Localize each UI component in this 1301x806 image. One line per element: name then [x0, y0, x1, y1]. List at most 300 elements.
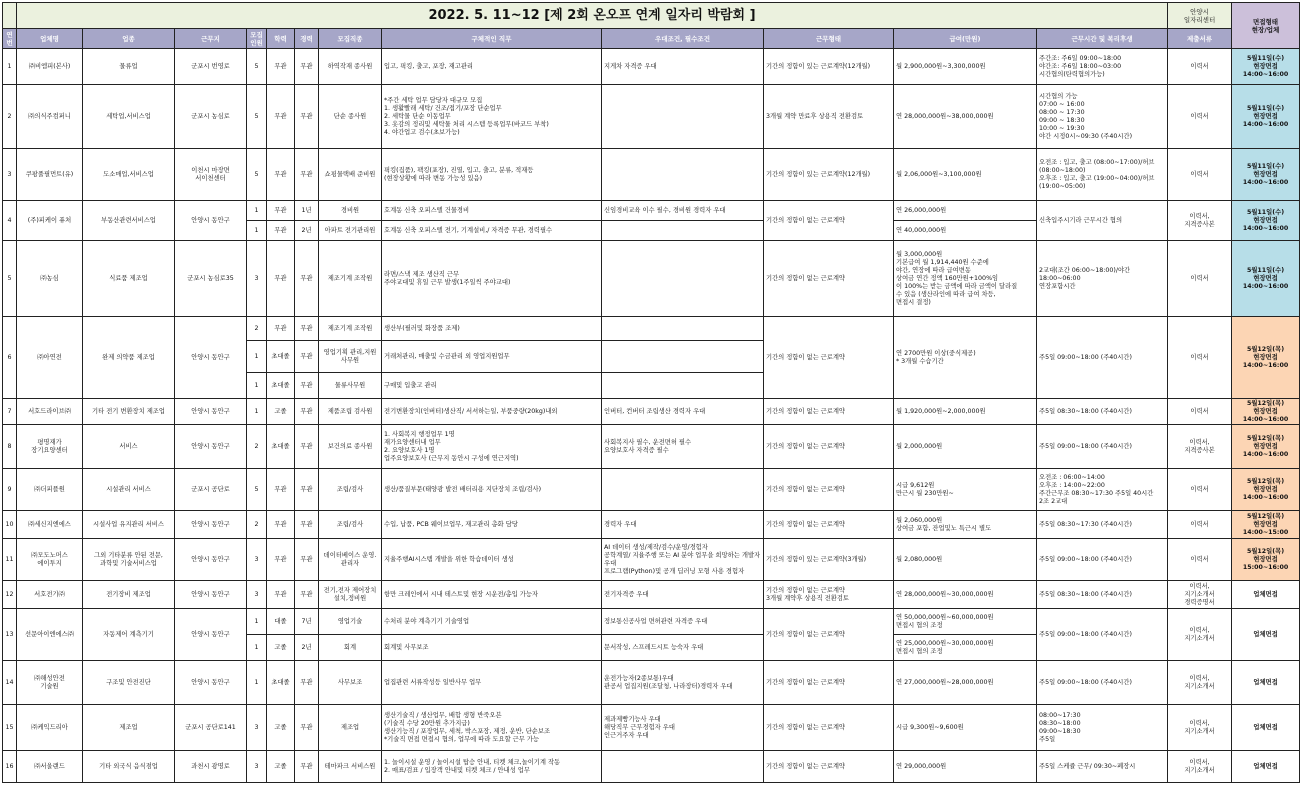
hire-count: 5 — [247, 85, 267, 149]
required-documents: 이력서 — [1168, 85, 1232, 149]
company-name: ㈜농심 — [17, 241, 83, 317]
education: 초대졸 — [267, 373, 295, 399]
row-number: 13 — [3, 609, 17, 661]
interview-schedule: 5월11일(수) 현장면접 14:00~16:00 — [1232, 201, 1300, 241]
interview-type-header: 면접형태 현장/업체 — [1232, 3, 1300, 49]
required-documents: 이력서, 지기소개서 — [1168, 609, 1232, 661]
preferences — [602, 469, 764, 511]
pay: 연 26,000,000원 — [894, 201, 1037, 221]
table-row — [3, 511, 1300, 539]
education: 무관 — [267, 511, 295, 539]
education: 초대졸 — [267, 661, 295, 705]
work-location: 안양시 동안구 — [175, 317, 247, 399]
employment-type: 기간의 정함이 없는 근로계약 — [764, 661, 894, 705]
education: 무관 — [267, 221, 295, 241]
required-documents: 이력서 — [1168, 469, 1232, 511]
hire-count: 3 — [247, 705, 267, 751]
work-hours: 주5일 09:00~18:00 (주40시간) — [1037, 317, 1168, 399]
row-number: 11 — [3, 539, 17, 581]
job-role: 조립/검사 — [319, 469, 382, 511]
company-name: 선문아이엔에스㈜ — [17, 609, 83, 661]
table-row — [3, 201, 1300, 221]
career: 무관 — [295, 705, 319, 751]
industry: 시설사업 유지관리 서비스 — [83, 511, 175, 539]
required-documents: 이력서 — [1168, 149, 1232, 201]
education: 대졸 — [267, 609, 295, 635]
job-duties: 업집관련 서류작성등 일반사무 업무 — [382, 661, 602, 705]
row-number: 9 — [3, 469, 17, 511]
corner-cell — [3, 3, 17, 29]
row-number: 12 — [3, 581, 17, 609]
industry: 기타 전기 변환장치 제조업 — [83, 399, 175, 425]
hire-count: 2 — [247, 317, 267, 341]
preferences: 경력자 우대 — [602, 511, 764, 539]
job-duties: 호계동 신축 오피스텔 건물경비 — [382, 201, 602, 221]
job-role: 영업기획 관리,지원 사무원 — [319, 341, 382, 373]
work-hours: 주5일 08:30~18:00 (주40시간) — [1037, 399, 1168, 425]
company-name: ㈜더피플원 — [17, 469, 83, 511]
work-hours: 주5일 08:30~17:30 (주40시간) — [1037, 511, 1168, 539]
job-role: 회계 — [319, 635, 382, 661]
hire-count: 5 — [247, 149, 267, 201]
preferences — [602, 341, 764, 373]
table-row — [3, 661, 1300, 705]
employment-type: 기간의 정함이 없는 근로계약 — [764, 317, 894, 399]
work-location: 과천시 광명로 — [175, 751, 247, 783]
education: 초대졸 — [267, 425, 295, 469]
work-hours: 신축입주시기라 근무시간 협의 — [1037, 201, 1168, 241]
interview-schedule: 5월12일(목) 현장면접 14:00~16:00 — [1232, 399, 1300, 425]
education: 무관 — [267, 241, 295, 317]
company-name: ㈜모도노머스 에이투지 — [17, 539, 83, 581]
row-number: 2 — [3, 85, 17, 149]
work-location: 안양시 동안구 — [175, 399, 247, 425]
table-row — [3, 149, 1300, 201]
preferences: AI 데이터 생성/제작/검수/운영/경험자 공학계열/ 지율주행 또는 AI 분야 업무을 희망하는 개발자 우대 프로그램(Python)및 공개 딥러닝 모형 사용 경험자 — [602, 539, 764, 581]
company-name: 쿠팡풀필먼트(유) — [17, 149, 83, 201]
education: 고졸 — [267, 635, 295, 661]
hire-count: 1 — [247, 399, 267, 425]
company-name: ㈜세신지엔에스 — [17, 511, 83, 539]
col-header-company: 업체명 — [17, 29, 83, 49]
career: 무관 — [295, 399, 319, 425]
table-body — [3, 49, 1300, 783]
row-number: 6 — [3, 317, 17, 399]
company-name: 서호드라이브㈜ — [17, 399, 83, 425]
work-hours: 주5일 09:00~18:00 (주40시간) — [1037, 425, 1168, 469]
job-duties: 전기변환장치(인버터)생산직/ 서셔하는일, 부품중량(20kg)내외 — [382, 399, 602, 425]
col-header-count: 모집 인원 — [247, 29, 267, 49]
required-documents: 이력서 — [1168, 539, 1232, 581]
required-documents: 이력서, 지격증사본 — [1168, 201, 1232, 241]
interview-schedule: 5월12일(목) 현장면접 14:00~15:00 — [1232, 511, 1300, 539]
job-duties: 생산부(필러및 화장품 조제) — [382, 317, 602, 341]
company-name: 서호전기㈜ — [17, 581, 83, 609]
hire-count: 1 — [247, 341, 267, 373]
row-number: 15 — [3, 705, 17, 751]
work-location: 안양시 동안구 — [175, 511, 247, 539]
work-hours: 시간협의 가능 07:00 ~ 16:00 08:00 ~ 17:30 09:00 ~ 18:30 10:00 ~ 19:30 야간 시정0시~09:30 (주40시간) — [1037, 85, 1168, 149]
required-documents: 이력서 — [1168, 317, 1232, 399]
industry: 그외 기타분류 안된 전문, 과학및 기술서비스업 — [83, 539, 175, 581]
company-name: ㈜비엠피(본사) — [17, 49, 83, 85]
industry: 식료품 제조업 — [83, 241, 175, 317]
job-duties: 1. 놀이시설 운영 / 놀이시설 탑승 안내, 티켓 체크,놀이기계 작동 2. 매표/검표 / 입장객 안내및 티켓 체크 / 안내성 업무 — [382, 751, 602, 783]
required-documents: 이력서, 지기소개서 경력증명서 — [1168, 581, 1232, 609]
col-header-duties: 구체적인 직무 — [382, 29, 602, 49]
job-role: 전기,전자 제어장치 설치,정비원 — [319, 581, 382, 609]
career: 무관 — [295, 469, 319, 511]
job-role: 물류사무원 — [319, 373, 382, 399]
preferences: 전기자격증 우대 — [602, 581, 764, 609]
employment-type: 기간의 정함이 없는 근로계약 — [764, 425, 894, 469]
preferences — [602, 241, 764, 317]
hire-count: 1 — [247, 373, 267, 399]
career: 무관 — [295, 661, 319, 705]
career: 무관 — [295, 317, 319, 341]
career: 무관 — [295, 149, 319, 201]
industry: 세탁업,서비스업 — [83, 85, 175, 149]
industry: 구조및 안전진단 — [83, 661, 175, 705]
job-duties: 회계및 사무보조 — [382, 635, 602, 661]
job-duties: 호계동 신축 오피스텔 전기, 기계설비,/ 자격증 무관, 경력필수 — [382, 221, 602, 241]
interview-schedule: 업체면접 — [1232, 609, 1300, 661]
job-duties: 입고, 픽킹, 출고, 포장, 재고관리 — [382, 49, 602, 85]
col-header-location: 근무지 — [175, 29, 247, 49]
job-role: 경비원 — [319, 201, 382, 221]
work-location: 안양시 동안구 — [175, 661, 247, 705]
employment-type: 기간의 정함이 없는 근로계약 — [764, 469, 894, 511]
pay: 월 2,06,000원~3,100,000원 — [894, 149, 1037, 201]
interview-schedule: 업체면접 — [1232, 581, 1300, 609]
row-number: 4 — [3, 201, 17, 241]
job-duties: 생산/품질부문(태양광 발전 배터리용 지단장치 조립/검사) — [382, 469, 602, 511]
education: 고졸 — [267, 399, 295, 425]
job-duties: 수처리 분야 계측기기 기술영업 — [382, 609, 602, 635]
preferences — [602, 317, 764, 341]
row-number: 14 — [3, 661, 17, 705]
table-row — [3, 581, 1300, 609]
col-header-no: 연번 — [3, 29, 17, 49]
row-number: 7 — [3, 399, 17, 425]
employment-type: 기간의 정함이 없는 근로계약 — [764, 201, 894, 241]
work-hours: 08:00~17:30 08:30~18:00 09:00~18:30 주5일 — [1037, 705, 1168, 751]
job-role: 아파트 전기관리원 — [319, 221, 382, 241]
employment-type: 3개월 계약 만료후 상용직 전환검토 — [764, 85, 894, 149]
table-row — [3, 539, 1300, 581]
pay: 월 2,000,000원 — [894, 425, 1037, 469]
preferences: 운전가능자(2종보통)우대 관공서 업집지원(조달청, 나라장터)경력자 우대 — [602, 661, 764, 705]
company-name: ㈜해성안전 기술원 — [17, 661, 83, 705]
job-duties: 거래처관리, 매출및 수금관리 외 영업지원업무 — [382, 341, 602, 373]
col-header-employment-type: 근무형태 — [764, 29, 894, 49]
job-role: 단순 종사원 — [319, 85, 382, 149]
education: 무관 — [267, 317, 295, 341]
interview-schedule: 5월11일(수) 현장면접 14:00~16:00 — [1232, 149, 1300, 201]
job-role: 제품조립 검사원 — [319, 399, 382, 425]
hire-count: 2 — [247, 425, 267, 469]
header-row — [3, 29, 1300, 49]
preferences: 정보통신공사업 면허관련 자격증 우대 — [602, 609, 764, 635]
hire-count: 1 — [247, 221, 267, 241]
table-row — [3, 469, 1300, 511]
work-location: 이천시 마장면 서이천센터 — [175, 149, 247, 201]
hire-count: 3 — [247, 581, 267, 609]
career: 무관 — [295, 539, 319, 581]
career: 무관 — [295, 511, 319, 539]
table-row — [3, 49, 1300, 85]
table-row — [3, 751, 1300, 783]
row-number: 1 — [3, 49, 17, 85]
career: 2년 — [295, 221, 319, 241]
work-location: 안양시 동안구 — [175, 581, 247, 609]
interview-schedule: 5월12일(목) 현장면접 14:00~16:00 — [1232, 425, 1300, 469]
required-documents: 이력서, 지기소개서 — [1168, 705, 1232, 751]
job-role: 테마파크 서비스원 — [319, 751, 382, 783]
work-location: 안양시 동안구 — [175, 609, 247, 661]
hire-count: 3 — [247, 751, 267, 783]
job-duties: *주간 세탁 업무 담당자 대규모 모집 1. 생활빨래 세탁/ 건조/접기/포장 단순업무 2. 세탁물 단순 이동업무 3. 옷감의 정리및 세탁물 처리 시스템 등록업무(바코드 부착) 4. 야간업고 검수(초보가능) — [382, 85, 602, 149]
work-location: 군포시 농심로35 — [175, 241, 247, 317]
row-number: 5 — [3, 241, 17, 317]
pay: 연 29,000,000원 — [894, 751, 1037, 783]
row-number: 8 — [3, 425, 17, 469]
row-number: 3 — [3, 149, 17, 201]
col-header-preferences: 우대조건, 필수조건 — [602, 29, 764, 49]
education: 무관 — [267, 469, 295, 511]
table-row — [3, 317, 1300, 341]
career: 무관 — [295, 85, 319, 149]
industry: 도소매업,서비스업 — [83, 149, 175, 201]
pay: 연 40,000,000원 — [894, 221, 1037, 241]
hire-count: 1 — [247, 609, 267, 635]
preferences — [602, 221, 764, 241]
job-duties: 수입, 납품, PCB 웨이브업무, 재고관리 총화 담당 — [382, 511, 602, 539]
industry: 서비스 — [83, 425, 175, 469]
required-documents: 이력서, 지기소개서 — [1168, 661, 1232, 705]
interview-schedule: 업체면접 — [1232, 661, 1300, 705]
table-row — [3, 609, 1300, 635]
career: 무관 — [295, 241, 319, 317]
job-role: 하역작재 종사원 — [319, 49, 382, 85]
employment-type: 기간의 정함이 있는 근로계약(12개월) — [764, 149, 894, 201]
industry: 시설관리 서비스 — [83, 469, 175, 511]
interview-schedule: 5월11일(수) 현장면접 14:00~16:00 — [1232, 85, 1300, 149]
work-location: 군포시 공단로141 — [175, 705, 247, 751]
education: 초대졸 — [267, 341, 295, 373]
pay: 월 2,060,000원 상여금 포함, 잔업및노 특근시 별도 — [894, 511, 1037, 539]
pay: 연 28,000,000원~38,000,000원 — [894, 85, 1037, 149]
job-role: 보건의료 종사원 — [319, 425, 382, 469]
industry: 전기장비 제조업 — [83, 581, 175, 609]
job-fair-sheet — [2, 2, 1300, 783]
pay: 연 28,000,000원~30,000,000원 — [894, 581, 1037, 609]
required-documents: 이력서 — [1168, 399, 1232, 425]
education: 무관 — [267, 149, 295, 201]
table-row — [3, 241, 1300, 317]
education: 고졸 — [267, 705, 295, 751]
pay: 시급 9,612원 만근시 월 230만원~ — [894, 469, 1037, 511]
company-name: 평명재가 장기요양센터 — [17, 425, 83, 469]
job-role: 데이터베이스 운영. 관리자 — [319, 539, 382, 581]
work-hours: 주5일 08:30~18:00 (주40시간) — [1037, 581, 1168, 609]
preferences: 문서작성, 스프레드시트 능숙자 우대 — [602, 635, 764, 661]
education: 무관 — [267, 581, 295, 609]
col-header-education: 학력 — [267, 29, 295, 49]
pay: 월 2,900,000원~3,300,000원 — [894, 49, 1037, 85]
work-hours: 오전조 : 06:00~14:00 오후조 : 14:00~22:00 주간근무조 08:30~17:30 주5일 40시간 2조 2교대 — [1037, 469, 1168, 511]
required-documents: 이력서, 지기소개서 — [1168, 751, 1232, 783]
work-hours: 주간조: 주6일 09:00~18:00 야간조: 주6일 18:00~03:00 시간협의(탄력협의가능) — [1037, 49, 1168, 85]
employment-type: 기간의 정함이 있는 근로계약(3개월) — [764, 539, 894, 581]
employment-type: 기간의 정함이 없는 근로계약 — [764, 399, 894, 425]
interview-schedule: 업체면접 — [1232, 705, 1300, 751]
col-header-hours: 근무시간 및 복리후생 — [1037, 29, 1168, 49]
col-header-role: 모집직종 — [319, 29, 382, 49]
preferences: 지게차 자격증 우대 — [602, 49, 764, 85]
work-hours: 주5일 스케쥴 근무/ 09:30~폐장시 — [1037, 751, 1168, 783]
interview-schedule: 업체면접 — [1232, 751, 1300, 783]
hire-count: 2 — [247, 511, 267, 539]
work-location: 군포시 공단로 — [175, 469, 247, 511]
career: 2년 — [295, 635, 319, 661]
table-row — [3, 85, 1300, 149]
career: 7년 — [295, 609, 319, 635]
work-location: 안양시 동안구 — [175, 425, 247, 469]
career: 무관 — [295, 581, 319, 609]
pay: 월 1,920,000원~2,000,000원 — [894, 399, 1037, 425]
industry: 부동산관련서비스업 — [83, 201, 175, 241]
employment-type: 기간의 정함이 없는 근로계약 — [764, 511, 894, 539]
industry: 기타 외국식 음식점업 — [83, 751, 175, 783]
interview-schedule: 5월12일(목) 현장면접 15:00~16:00 — [1232, 539, 1300, 581]
pay: 연 25,000,000원~30,000,000원 면접시 협의 조정 — [894, 635, 1037, 661]
job-role: 영업기술 — [319, 609, 382, 635]
preferences — [602, 751, 764, 783]
table-row — [3, 425, 1300, 469]
required-documents: 이력서 — [1168, 49, 1232, 85]
work-location: 안양시 동안구 — [175, 539, 247, 581]
work-hours: 주5일 09:00~18:00 (주40시간) — [1037, 609, 1168, 661]
employment-type: 기간의 정함이 없는 근로계약 — [764, 751, 894, 783]
col-header-industry: 업종 — [83, 29, 175, 49]
sheet-title: 2022. 5. 11~12 [제 2회 온오프 연계 일자리 박람회 ] — [17, 3, 1168, 29]
career: 무관 — [295, 425, 319, 469]
employment-type: 기간의 정함이 없는 근로계약 — [764, 241, 894, 317]
job-duties: 구매및 입출고 관리 — [382, 373, 602, 399]
interview-schedule: 5월11일(수) 현장면접 14:00~16:00 — [1232, 49, 1300, 85]
hire-count: 1 — [247, 635, 267, 661]
preferences: 신임경비교육 이수 필수, 경비원 경력자 우대 — [602, 201, 764, 221]
work-location: 군포시 번영로 — [175, 49, 247, 85]
job-duties: 1. 사회복지 행정업무 1명 재가요양센터내 업무 2. 요양보호사 1명 업주요양보호사 (근무지 동안시 구성에 연근지역) — [382, 425, 602, 469]
job-role: 제조기계 조작원 — [319, 241, 382, 317]
required-documents: 이력서 — [1168, 511, 1232, 539]
job-duties: 항만 크레인에서 시내 테스트및 현장 시운전/총입 가능자 — [382, 581, 602, 609]
company-name: ㈜서울랜드 — [17, 751, 83, 783]
pay: 연 2700만원 이상(중식제공) * 3개월 수습기간 — [894, 317, 1037, 399]
industry: 제조업 — [83, 705, 175, 751]
required-documents: 이력서, 지격증사본 — [1168, 425, 1232, 469]
education: 고졸 — [267, 751, 295, 783]
employment-type: 기간의 정함이 없는 근로계약 — [764, 609, 894, 661]
job-duties: 생산기술직 / 생산업무, 배합 생형 반죽오븐 (기술직 수당 20만원 추가지급) 생산기능직 / 포장업무, 세척, 박스포장, 제정, 운반, 단순보조 *기술직 면접 면접시 협의, 업무에 따라 도요할 근무 가능 — [382, 705, 602, 751]
interview-schedule: 5월12일(목) 현장면접 14:00~16:00 — [1232, 469, 1300, 511]
pay: 월 3,000,000원 기본급여 월 1,914,440원 수준에 야간, 연장에 따라 급여변동 상여금 연간 정액 160만원+100%임 이 100%는 받는 금액에 따라 금액이 달라질 수 있음 (생산라인에 따라 급여 차등, 면접시 결정) — [894, 241, 1037, 317]
work-location: 군포시 농심로 — [175, 85, 247, 149]
employment-type: 기간의 정함이 없는 근로계약 3개월 계약후 상용직 전환검토 — [764, 581, 894, 609]
hire-count: 1 — [247, 661, 267, 705]
row-number: 16 — [3, 751, 17, 783]
hire-count: 5 — [247, 469, 267, 511]
career: 1년 — [295, 201, 319, 221]
career: 무관 — [295, 341, 319, 373]
row-number: 10 — [3, 511, 17, 539]
career: 무관 — [295, 373, 319, 399]
job-role: 제조기계 조작원 — [319, 317, 382, 341]
job-duties: 지율주행AI시스템 개발을 위한 학습데이터 생성 — [382, 539, 602, 581]
job-role: 제조업 — [319, 705, 382, 751]
industry: 자동제어 계측기기 — [83, 609, 175, 661]
pay: 월 2,080,000원 — [894, 539, 1037, 581]
company-name: (주)피케이 퓨처 — [17, 201, 83, 241]
education: 무관 — [267, 85, 295, 149]
job-role: 사무보조 — [319, 661, 382, 705]
pay: 시급 9,300원~9,600원 — [894, 705, 1037, 751]
preferences — [602, 85, 764, 149]
work-hours: 오전조 : 입고, 출고 (08:00~17:00)/허브 (08:00~18:00) 오후조 : 입고, 출고 (19:00~04:00)/허브 (19:00~05:00) — [1037, 149, 1168, 201]
preferences: 사회복지사 필수, 운전면허 필수 요양보호사 자격증 필수 — [602, 425, 764, 469]
education: 무관 — [267, 539, 295, 581]
preferences: 제과제빵기능사 우대 해당직무 근무경험자 우대 인근거주자 우대 — [602, 705, 764, 751]
work-location: 안양시 동안구 — [175, 201, 247, 241]
hire-count: 5 — [247, 49, 267, 85]
industry: 물류업 — [83, 49, 175, 85]
work-hours: 주5일 09:00~18:00 (주40시간) — [1037, 539, 1168, 581]
interview-schedule: 5월11일(수) 현장면접 14:00~16:00 — [1232, 241, 1300, 317]
col-header-career: 경력 — [295, 29, 319, 49]
company-name: ㈜아연전 — [17, 317, 83, 399]
preferences: 인버터, 컨버터 조립생산 경력자 우대 — [602, 399, 764, 425]
interview-schedule: 5월12일(목) 현장면접 14:00~16:00 — [1232, 317, 1300, 399]
work-hours: 주5일 09:00~18:00 (주40시간) — [1037, 661, 1168, 705]
required-documents: 이력서 — [1168, 241, 1232, 317]
hire-count: 1 — [247, 201, 267, 221]
pay: 연 50,000,000원~60,000,000원 면접시 협의 조정 — [894, 609, 1037, 635]
education: 무관 — [267, 49, 295, 85]
job-duties: 픽킹(집품), 팩킹(포장), 진열, 입고, 출고, 분류, 적재등 (현장상황에 따라 변동 가능성 있음) — [382, 149, 602, 201]
career: 무관 — [295, 751, 319, 783]
company-name: ㈜케익드리아 — [17, 705, 83, 751]
hire-count: 3 — [247, 539, 267, 581]
employment-type: 기간의 정함이 없는 근로계약 — [764, 705, 894, 751]
col-header-documents: 제출서류 — [1168, 29, 1232, 49]
pay: 연 27,000,000원~28,000,000원 — [894, 661, 1037, 705]
work-hours: 2교대(조간 06:00~18:00)/야간 18:00~06:00 연장포함시간 — [1037, 241, 1168, 317]
preferences — [602, 373, 764, 399]
table-row — [3, 705, 1300, 751]
preferences — [602, 149, 764, 201]
career: 무관 — [295, 49, 319, 85]
job-role: 조립/검사 — [319, 511, 382, 539]
company-name: ㈜의식주컴퍼니 — [17, 85, 83, 149]
job-role: 쇼핑물택배 준비원 — [319, 149, 382, 201]
table-row — [3, 399, 1300, 425]
education: 무관 — [267, 201, 295, 221]
col-header-pay: 급여(만원) — [894, 29, 1037, 49]
job-duties: 라면/스낵 제조 생산직 근무 주야교대및 휴일 근무 발생(1주일씩 주야교대) — [382, 241, 602, 317]
title-row — [3, 3, 1300, 29]
